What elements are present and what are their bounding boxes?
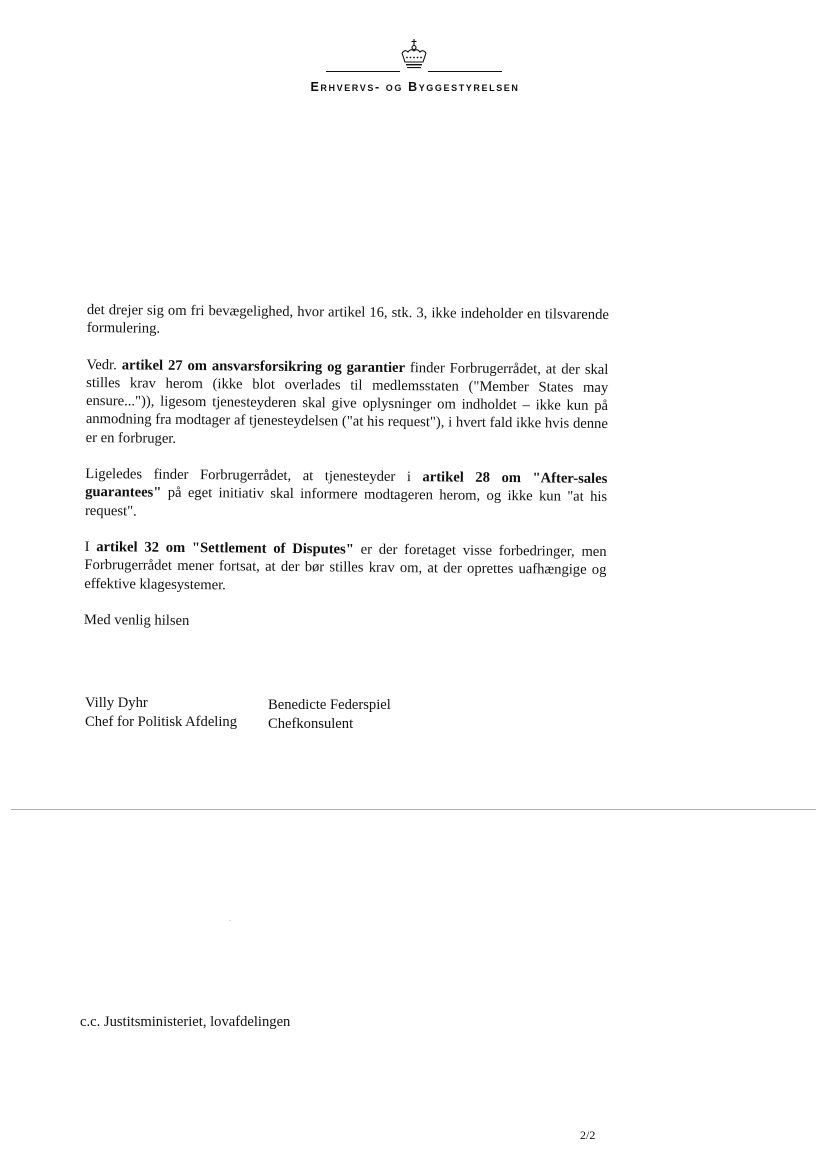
paragraph-article-27: Vedr. artikel 27 om ansvarsforsikring og garantier finder Forbrugerrådet, at der skal stilles krav herom (ikke blot overlades til medlemsstaten ("Member States may ensure...")), ligesom tjenesteyderen skal give oplysninger om indholdet – ikke kun på anmodning fra modtager af tjenesteydelsen ("at his request"), i hvert fald ikke hvis denne er en forbruger. (85, 356, 609, 447)
letterhead-rule-left (326, 71, 400, 72)
cc-line: c.c. Justitsministeriet, lovafdelingen (80, 1014, 291, 1030)
letter-body (84, 301, 609, 652)
signatory-title: Chefkonsulent (268, 715, 354, 732)
page-divider (11, 809, 816, 810)
paragraph-free-movement: det drejer sig om fri bevægelighed, hvor artikel 16, stk. 3, ikke indeholder en tilsvarende formulering. (86, 301, 609, 337)
signatory-2 (268, 696, 468, 733)
article-28-heading: artikel 28 om "After-sales guarantees" (85, 469, 608, 502)
signatory-name: Villy Dyhr (85, 695, 148, 711)
authority-name: Erhvervs- og Byggestyrelsen (310, 80, 520, 94)
signatory-title: Chef for Politisk Afdeling (85, 713, 238, 730)
page-number: 2/2 (580, 1128, 596, 1142)
crown-logo-icon (394, 38, 434, 72)
signatory-name: Benedicte Federspiel (268, 697, 391, 713)
closing-salutation: Med venlig hilsen (83, 611, 190, 629)
signatory-1 (85, 694, 265, 731)
paragraph-article-32: I artikel 32 om "Settlement of Disputes" er der foretaget visse forbedringer, men Forbrugerrådet mener fortsat, at der bør stilles krav om, at der oprettes uafhængige og effektive klagesystemer. (84, 538, 607, 593)
paragraph-article-28: Ligeledes finder Forbrugerrådet, at tjenesteyder i artikel 28 om "After-sales guarantees" på eget initiativ skal informere modtageren herom, og ikke kun "at his request". (84, 466, 608, 520)
article-27-heading: artikel 27 om ansvarsforsikring og garantier (121, 356, 406, 376)
letterhead-rule-right (428, 71, 502, 72)
scan-speck (229, 920, 231, 921)
article-32-heading: artikel 32 om "Settlement of Disputes" (96, 539, 354, 558)
